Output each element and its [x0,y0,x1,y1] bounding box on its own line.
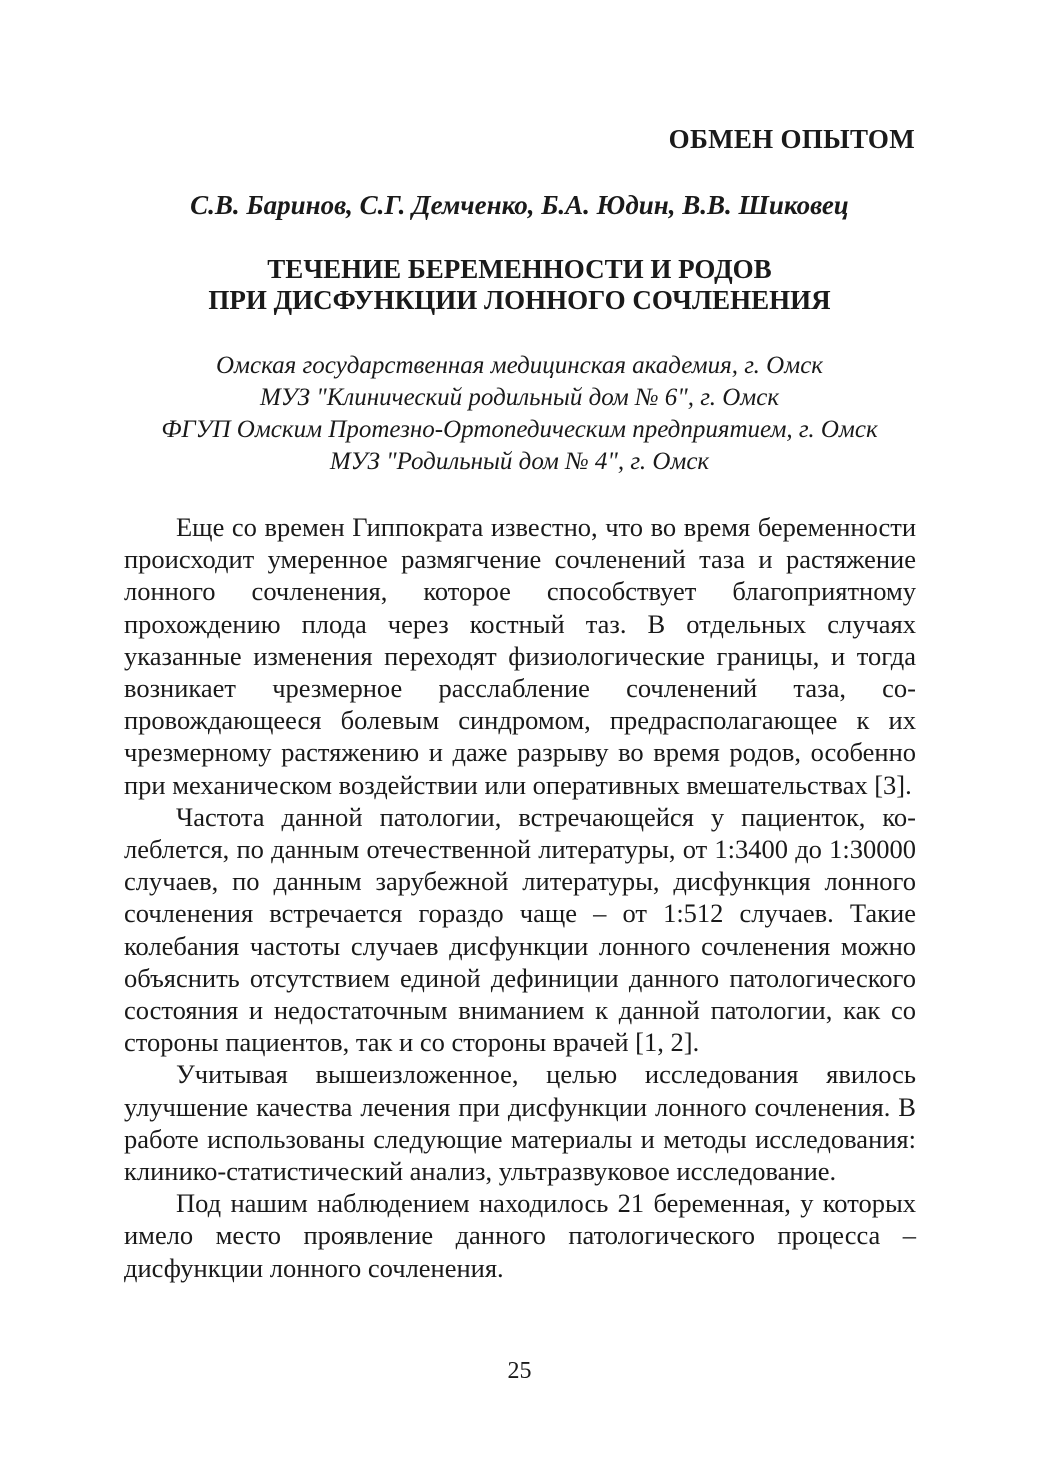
section-title: ОБМЕН ОПЫТОМ [668,124,915,154]
body-paragraph: Еще со времен Гиппократа известно, что во время беременности происходит умеренное размягчение сочленений таза и растяжение лонного сочленения, которое способствует благоприятному прохождению плода через костный таз. В отдельных случаях указанные изменения переходят физиологические границы, и тогда возникает чрезмерное расслабление сочленений таза, сопровождающееся болевым синдромом, предрасполагающее к их чрезмерному растяжению и даже разрыву во время родов, особенно при механическом воздействии или оперативных вмешательствах [3]. [124,512,916,800]
article-title-line-1: ТЕЧЕНИЕ БЕРЕМЕННОСТИ И РОДОВ [267,254,772,284]
affiliation: ФГУП Омским Протезно-Ортопедическим предприятием, г. Омск [161,416,878,443]
page-number: 25 [507,1358,532,1384]
affiliation: МУЗ "Клинический родильный дом № 6", г. Омск [259,384,780,411]
article-title [124,254,915,316]
body-paragraph: Под нашим наблюдением находилось 21 беременная, у которых имело место проявление данного патологического процесса – дисфункции лонного сочленения. [124,1188,916,1283]
body-paragraph: Учитывая вышеизложенное, целью исследования явилось улучшение качества лечения при дисфункции лонного сочленения. В работе использованы следующие материалы и методы исследования: клинико-статистический анализ, ультразвуковое исследование. [124,1059,916,1187]
affiliation: Омская государственная медицинская академия, г. Омск [216,352,823,379]
article-body [124,511,916,1284]
affiliations [110,350,929,478]
affiliation: МУЗ "Родильный дом № 4", г. Омск [329,448,710,475]
article-authors: С.В. Баринов, С.Г. Демченко, Б.А. Юдин, В.В. Шиковец [190,190,849,220]
article-title-line-2: ПРИ ДИСФУНКЦИИ ЛОННОГО СОЧЛЕНЕНИЯ [208,285,831,315]
body-paragraph: Частота данной патологии, встречающейся у пациенток, колеблется, по данным отечественной литературы, от 1:3400 до 1:30000 случаев, по данным зарубежной литературы, дисфункция лонного сочленения встречается гораздо чаще – от 1:512 случаев. Такие колебания частоты случаев дисфункции лонного сочленения можно объяснить отсутствием единой дефиниции данного патологического состояния и недостаточным вниманием к данной патологии, как со стороны пациентов, так и со стороны врачей [1, 2]. [124,801,916,1058]
